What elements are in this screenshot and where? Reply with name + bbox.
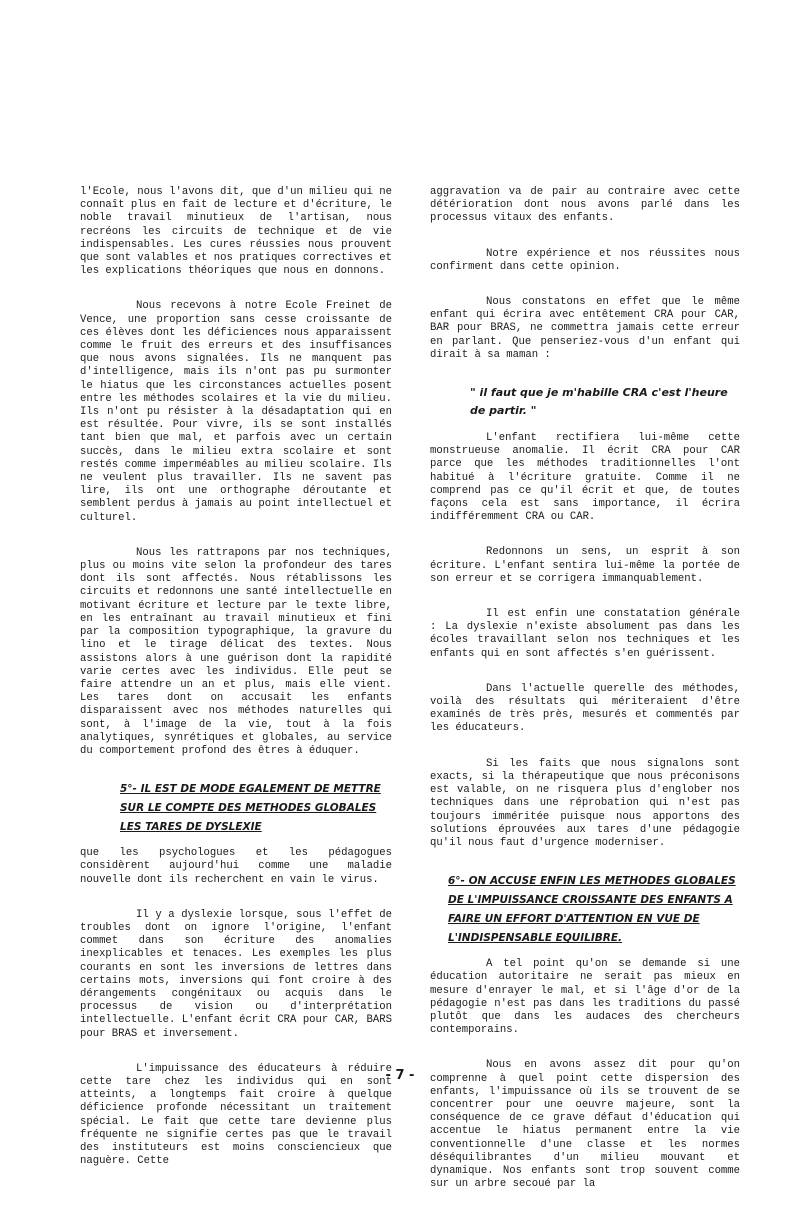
right-paragraph-5: Redonnons un sens, un esprit à son écriture. L'enfant sentira lui-même la portée de son erreur et se corrigera immanquablement. — [430, 546, 740, 585]
right-paragraph-3: Nous constatons en effet que le même enfant qui écrira avec entêtement CRA pour CAR, BAR pour BRAS, ne commettra jamais cette erreur en parlant. Que penseriez-vous d'un enfant qui dirait à sa maman : — [430, 296, 740, 361]
left-paragraph-6: L'impuissance des éducateurs à réduire cette tare chez les individus qui en sont atteints, a longtemps fait croire à quelque déficience profonde nécessitant un traitement spécial. Le fait que cette tare devienne plus fréquente ne signifie certes pas que le travail des instituteurs est moins consciencieux que naguère. Cette — [80, 1062, 392, 1168]
page-number: - 7 - — [385, 1068, 415, 1083]
left-paragraph-5: Il y a dyslexie lorsque, sous l'effet de troubles dont on ignore l'origine, l'enfant commet dans son écriture des anomalies inexplicables et tenaces. Les exemples les plus courants en sont les inversions de lettres dans certains mots, inversions qui font croire à des dérangements congénitaux ou acquis dans le processus de vision ou d'interprétation intellectuelle. L'enfant écrit CRA pour CAR, BARS pour BRAS et inversement. — [80, 908, 392, 1040]
left-paragraph-1: l'Ecole, nous l'avons dit, que d'un milieu qui ne connaît plus en fait de lecture et d'écriture, le noble travail minutieux de l'artisan, nous recréons les circuits de technique et de vie indispensables. Les cures réussies nous prouvent que sont valables et nos pratiques correctives et les explications théoriques que nous en donnons. — [80, 186, 392, 278]
right-column — [430, 186, 740, 1213]
left-column — [80, 186, 392, 1190]
right-paragraph-2: Notre expérience et nos réussites nous confirment dans cette opinion. — [430, 247, 740, 273]
quote-line: " il faut que je m'habille CRA c'est l'heure de partir. " — [470, 386, 728, 418]
left-paragraph-2: Nous recevons à notre Ecole Freinet de Vence, une proportion sans cesse croissante de ces élèves dont les déficiences nous apparaissent comme le fruit des erreurs et des insuffisances que nous avons signalées. Ils ne manquent pas d'intelligence, mais ils n'ont pas pu surmonter le hiatus que les circonstances actuelles posent entre les méthodes scolaires et la vie du milieu. Ils n'ont pu résister à la désadaptation qui en est résultée. Pour vivre, ils se sont installés tant bien que mal, et parfois avec un certain succès, dans le milieu extra scolaire et sont restés comme imperméables au milieu scolaire. Ils ne veulent plus travailler. Ils ne savent pas lire, ils ont une orthographe déroutante et semblent perdus à jamais au point intellectuel et culturel. — [80, 300, 392, 524]
right-paragraph-8: Si les faits que nous signalons sont exacts, si la thérapeutique que nous préconisons est valable, on ne risquera plus d'englober nos techniques dans une réprobation qui n'est pas toujours imméritée puisque nous apportons des solutions éprouvées aux tares d'une pédagogie qu'il nous faut d'urgence moderniser. — [430, 757, 740, 849]
left-paragraph-3: Nous les rattrapons par nos techniques, plus ou moins vite selon la profondeur des tares dont ils sont affectés. Nous rétablissons les circuits et redonnons une santé intellectuelle en motivant écriture et lecture par le texte libre, en les entraînant au travail minutieux et fini par la composition typographique, la gravure du lino et le tirage délicat des textes. Nous assistons alors à une guérison dont la rapidité varie certes avec les individus. Elle peut se faire attendre un an et plus, mais elle vient. Les tares dont on accusait les enfants disparaissent avec nos méthodes naturelles qui sont, à l'image de la vie, tout à la fois analytiques, synrétiques et globales, au service du comportement profond des êtres à éduquer. — [80, 546, 392, 757]
right-paragraph-9: A tel point qu'on se demande si une éducation autoritaire ne serait pas mieux en mesure d'enrayer le mal, et si l'âge d'or de la pédagogie n'est pas dans les traditions du passé plutôt que dans les audaces des chercheurs contemporains. — [430, 958, 740, 1037]
section-5-heading: 5°- IL EST DE MODE EGALEMENT DE METTRE SUR LE COMPTE DES METHODES GLOBALES LES TARES DE DYSLEXIE — [120, 783, 381, 834]
right-paragraph-10: Nous en avons assez dit pour qu'on comprenne à quel point cette dispersion des enfants, l'impuissance où ils se trouvent de se concentrer pour une oeuvre majeure, sont la conséquence de ce grave défaut d'éducation qui accentue le hiatus permanent entre la vie conventionnelle d'une classe et les normes déséquilibrantes d'un milieu mouvant et dynamique. Nos enfants sont trop souvent comme sur un arbre secoué par la — [430, 1059, 740, 1191]
left-paragraph-4: que les psychologues et les pédagogues considèrent aujourd'hui comme une maladie nouvelle dont ils recherchent en vain le virus. — [80, 847, 392, 886]
right-paragraph-6: Il est enfin une constatation générale : La dyslexie n'existe absolument pas dans les écoles travaillant selon nos techniques et les enfants qui en sont affectés s'en guérissent. — [430, 608, 740, 660]
section-6-heading: 6°- ON ACCUSE ENFIN LES METHODES GLOBALES DE L'IMPUISSANCE CROISSANTE DES ENFANTS A FAIRE UN EFFORT D'ATTENTION EN VUE DE L'INDISPENSABLE EQUILIBRE. — [448, 875, 736, 945]
right-paragraph-1: aggravation va de pair au contraire avec cette détérioration dont nous avons parlé dans les processus vitaux des enfants. — [430, 186, 740, 225]
right-paragraph-7: Dans l'actuelle querelle des méthodes, voilà des résultats qui mériteraient d'être examinés de très près, mesurés et commentés par les éducateurs. — [430, 682, 740, 735]
right-paragraph-4: L'enfant rectifiera lui-même cette monstrueuse anomalie. Il écrit CRA pour CAR parce que les méthodes traditionnelles l'ont habitué à l'écriture gratuite. Comme il ne comprend pas ce qu'il écrit et que, de toutes façons cela est sans importance, il écrira indifféremment CRA ou CAR. — [430, 432, 740, 524]
